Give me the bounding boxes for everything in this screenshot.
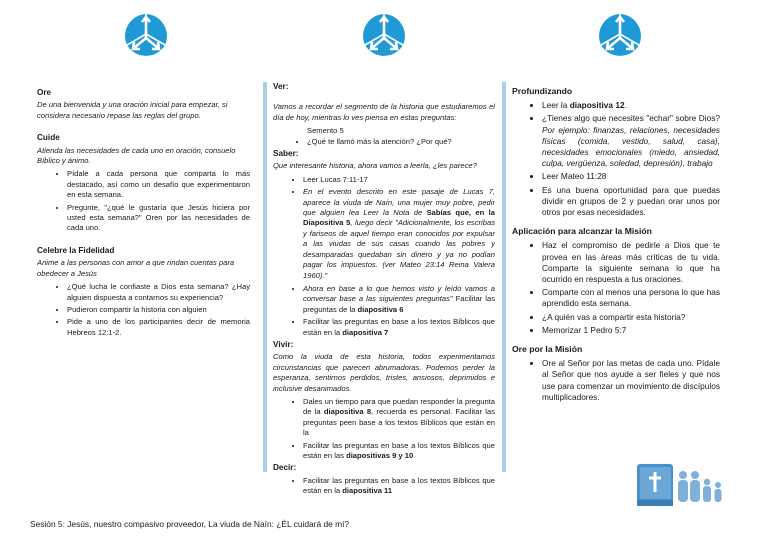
slide-ref: diapositiva 11 xyxy=(342,486,393,496)
item-text: Por ejemplo: finanzas, relaciones, necesidades físicas (comida, vestido, salud, casa), necesidades emocionales (miedo, ansiedad, culpa, vergüenza, soledad, depresión), trabajo xyxy=(542,124,720,169)
slide-ref: diapositiva 8 xyxy=(323,407,372,417)
item-text: . xyxy=(624,100,627,111)
item-text: Facilitar las preguntas en base a los textos Bíblicos que están en las xyxy=(303,440,495,460)
aplicacion-list xyxy=(512,240,720,336)
vivir-list xyxy=(273,397,495,461)
list-item: • Pregunte, "¿qué le gustaría que Jesús hiciera por usted esta semana?" Oren por las necesidades de cada uno. xyxy=(67,203,250,234)
list-item: • ¿Qué lucha le confiaste a Dios esta semana? ¿Hay alguien dispuesta a contarnos su experiencia? xyxy=(67,282,250,303)
item-text: ¿Tienes algo que necesites "echar" sobre Dios? xyxy=(542,113,720,124)
logo-right xyxy=(592,8,648,64)
slide-ref: diapositiva 7 xyxy=(342,327,389,337)
list-item xyxy=(303,476,495,497)
list-item xyxy=(303,284,495,315)
item-text: , recuerda es personal. Facilitar las preguntas peen base a los textos Bíblicos que están en la xyxy=(303,407,495,438)
fidelidad-list xyxy=(37,282,250,338)
item-text: Leer la xyxy=(542,100,570,111)
item-text: Facilitar las preguntas en base a los textos Bíblicos que están en la xyxy=(303,317,495,337)
slide-ref: Sabías que, en la Diapositiva 5 xyxy=(303,208,495,228)
slide-ref: diapositiva 6 xyxy=(357,304,404,314)
list-item xyxy=(303,317,495,338)
saber-text: Que interesante historia, ahora vamos a leerla, ¿les parece? xyxy=(273,161,477,171)
section-title-fidelidad: Celebre la Fidelidad xyxy=(37,245,115,255)
fidelidad-text: Anime a las personas con amor a que rindan cuentas para obedecer a Jesús xyxy=(37,258,235,278)
footer-session-title: Sesión 5: Jesús, nuestro compasivo proveedor, La viuda de Naín: ¿ÉL cuidará de mí? xyxy=(30,519,350,529)
slide-ref: diapositivas 9 y 10 xyxy=(346,451,414,460)
vivir-text: Como la viuda de esta historia, todos experimentamos circunstancias que parecen abrumadoras. Podemos perder la esperanza, sentirnos perdidos, tristes, ansiosos, deprimidos e inclusive desanimados. xyxy=(273,352,495,393)
column-middle xyxy=(273,82,495,504)
item-text: Ahora en base a lo que hemos visto y leído vamos a conversar base a las siguientes preguntas" xyxy=(303,283,495,304)
section-title-ore-mision: Ore por la Misión xyxy=(512,344,583,355)
item-text: Dales un tiempo para que puedan responder la pregunta de la xyxy=(303,396,495,417)
list-item: • Comparte con al menos una persona lo que has aprendido esta semana. xyxy=(542,287,720,309)
section-title-ore: Ore xyxy=(37,88,52,97)
list-item: • Ore al Señor por las metas de cada uno. Pídale al Señor que nos ayude a ser fieles y que nos use para comenzar un movimiento de discípulos multiplicadores. xyxy=(542,358,720,403)
list-item: • ¿Qué te llamó más la atención? ¿Por qué? xyxy=(307,137,495,147)
section-title-vivir: Vivir: xyxy=(273,339,294,349)
section-title-aplicacion: Aplicación para alcanzar la Misión xyxy=(512,226,652,237)
list-item xyxy=(303,441,495,462)
section-title-decir: Decir: xyxy=(273,463,297,473)
decir-list xyxy=(273,476,495,497)
bible-icon xyxy=(637,464,673,506)
column-divider-left xyxy=(263,82,267,472)
family-group-icon xyxy=(678,471,722,502)
bible-family-illustration xyxy=(636,462,728,508)
list-item: • Leer Mateo 11:28 xyxy=(542,171,720,182)
logo-left xyxy=(118,8,174,64)
logo-center xyxy=(356,8,412,64)
list-item xyxy=(542,100,720,111)
ver-text: Vamos a recordar el segmento de la historia que estudiaremos el día de hoy, mientras lo ves piensa en estas preguntas: xyxy=(273,102,495,122)
column-divider-right xyxy=(502,82,506,472)
list-item: • Pídale a cada persona que comparta lo más destacado, así como un desafío que experimentaron en esta semana. xyxy=(67,169,250,200)
compass-arrows-icon xyxy=(592,8,648,64)
slide-ref: diapositiva 12 xyxy=(569,100,625,111)
ver-list xyxy=(273,137,495,147)
ore-mision-list xyxy=(512,358,720,403)
ver-subtitle: Semento 5 xyxy=(307,126,344,136)
list-item: • Memorizar 1 Pedro 5:7 xyxy=(542,325,720,336)
list-item xyxy=(542,113,720,169)
list-item: • Pide a uno de los participantes decir de memoria Hebreos 12:1-2. xyxy=(67,317,250,338)
compass-arrows-icon xyxy=(356,8,412,64)
ore-text: De una bienvenida y una oración inicial para empezar, si considera necesario repase las reglas del grupo. xyxy=(37,100,228,120)
column-left xyxy=(37,82,250,502)
profundizando-list xyxy=(512,100,720,218)
list-item: • Leer Lucas 7:11-17 xyxy=(303,175,495,185)
section-title-saber: Saber: xyxy=(273,149,299,159)
section-title-cuide: Cuide xyxy=(37,133,60,143)
compass-arrows-icon xyxy=(118,8,174,64)
item-text: En el evento descrito en este pasaje de Lucas 7, aparece la viuda de Naín, una mujer muy pobre, pedir que alguien lea Leer la Nota de xyxy=(303,187,495,218)
section-title-profundizando: Profundizando xyxy=(512,86,573,96)
item-text: Facilitar las preguntas en base a los textos Bíblicos que están en la xyxy=(303,475,495,496)
item-text: , luego decir "Adicionalmente, los escribas y fariseos de aquel tiempo eran conocidos por expulsar a las viudas de sus casas cuando las pobres y desamparadas quedaban sin dinero y ya no podían pagar los impuestos. (ver Mateo 23:14 Reina Valera 1960)." xyxy=(303,218,495,280)
list-item: • ¿A quién vas a compartir esta historia? xyxy=(542,312,720,323)
column-right xyxy=(512,82,720,462)
section-title-ver: Ver: xyxy=(273,82,289,91)
list-item xyxy=(303,397,495,439)
cuide-text: Atienda las necesidades de cada uno en oración, consuelo Bíblico y ánimo. xyxy=(37,145,236,166)
item-text: Facilitar las preguntas de la xyxy=(303,294,495,314)
saber-list xyxy=(273,175,495,338)
list-item: • Pudieron compartir la historia con alguien xyxy=(67,305,250,315)
cuide-list xyxy=(37,169,250,233)
list-item: • Haz el compromiso de pedirle a Dios que te provea en las áreas más críticas de tu vida. Comparte la siguiente semana lo que ha ocurrido en respuesta a tus oraciones. xyxy=(542,240,720,285)
list-item xyxy=(303,187,495,281)
list-item: • Es una buena oportunidad para que puedas dividir en grupos de 2 y puedan orar unos por otros por esas necesidades. xyxy=(542,185,720,219)
